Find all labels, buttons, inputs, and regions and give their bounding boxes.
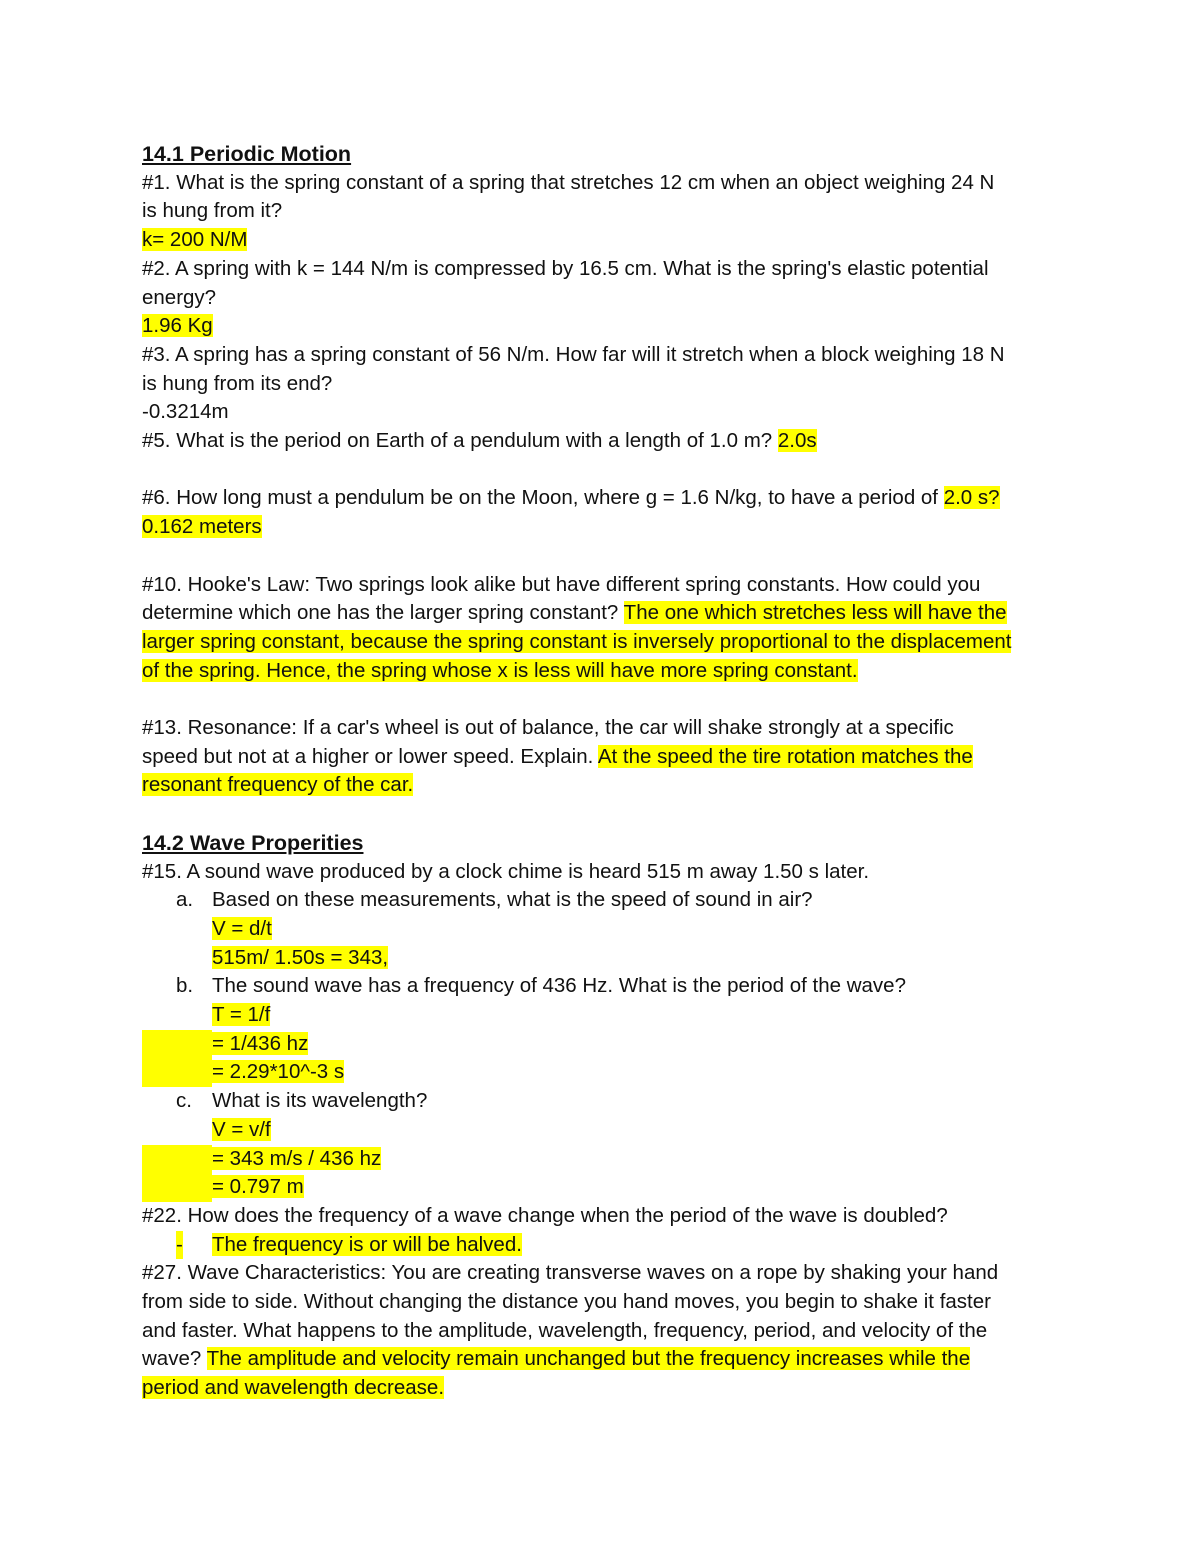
answer-5: 2.0s: [777, 429, 817, 453]
question-13-line-1: #13. Resonance: If a car's wheel is out of balance, the car will shake strongly at a specific: [142, 716, 954, 740]
answer-22: The frequency is or will be halved.: [212, 1232, 522, 1256]
answer-6-part-2: 0.162 meters: [142, 515, 262, 539]
list-marker-b: b.: [176, 974, 194, 998]
answer-15b-line-2: = 1/436 hz: [212, 1031, 309, 1055]
answer-10-line-2: larger spring constant, because the spring constant is inversely proportional to the displacement: [142, 629, 1012, 653]
answer-2: 1.96 Kg: [142, 314, 213, 338]
question-1-line-1: #1. What is the spring constant of a spring that stretches 12 cm when an object weighing 24 N: [142, 170, 995, 194]
question-15b: [142, 972, 1070, 1001]
question-5: #5. What is the period on Earth of a pendulum with a length of 1.0 m?: [142, 429, 778, 453]
answer-27-line-1: The amplitude and velocity remain unchanged but the frequency increases while the: [206, 1347, 971, 1371]
question-27-line-2: from side to side. Without changing the distance you hand moves, you begin to shake it faster: [142, 1290, 991, 1314]
answer-10-line-3: of the spring. Hence, the spring whose x is less will have more spring constant.: [142, 658, 858, 682]
question-3-line-1: #3. A spring has a spring constant of 56 N/m. How far will it stretch when a block weighing 18 N: [142, 342, 1005, 366]
question-27-line-1: #27. Wave Characteristics: You are creating transverse waves on a rope by shaking your hand: [142, 1261, 999, 1285]
list-marker-a: a.: [176, 888, 194, 912]
answer-13-line-2: resonant frequency of the car.: [142, 773, 414, 797]
section-heading-wave-properties: 14.2 Wave Properities: [142, 830, 364, 855]
answer-15b-line-3: = 2.29*10^-3 s: [212, 1060, 345, 1084]
question-13-part-2: speed but not at a higher or lower speed. Explain.: [142, 744, 598, 768]
question-10-line-1: #10. Hooke's Law: Two springs look alike but have different spring constants. How could you: [142, 572, 981, 596]
answer-15a-line-1: V = d/t: [212, 916, 272, 940]
question-2-line-2: energy?: [142, 285, 217, 309]
question-15c: [142, 1087, 1070, 1116]
section-heading-periodic-motion: 14.1 Periodic Motion: [142, 142, 352, 166]
question-13-line-2: [142, 743, 1070, 772]
question-3-line-2: is hung from its end?: [142, 371, 333, 395]
question-6: #6. How long must a pendulum be on the Moon, where g = 1.6 N/kg, to have a period of: [142, 486, 944, 510]
answer-15b-line-1: T = 1/f: [212, 1003, 271, 1027]
question-22: #22. How does the frequency of a wave change when the period of the wave is doubled?: [142, 1203, 948, 1227]
list-marker-c: c.: [176, 1089, 192, 1113]
question-6-line: [142, 484, 1070, 513]
answer-15c-line-3: = 0.797 m: [212, 1175, 304, 1199]
answer-3: -0.3214m: [142, 400, 229, 424]
question-5-line: [142, 427, 1070, 456]
question-15a: [142, 886, 1070, 915]
question-15: #15. A sound wave produced by a clock chime is heard 515 m away 1.50 s later.: [142, 859, 870, 883]
answer-15c-line-2: = 343 m/s / 436 hz: [212, 1146, 382, 1170]
answer-15a-line-2: 515m/ 1.50s = 343,: [212, 945, 389, 969]
answer-13-line-1: At the speed the tire rotation matches the: [597, 744, 973, 768]
answer-1: k= 200 N/M: [142, 228, 248, 252]
question-15b-text: The sound wave has a frequency of 436 Hz. What is the period of the wave?: [212, 974, 906, 998]
list-marker-dash: -: [176, 1231, 183, 1260]
question-10-part-2: determine which one has the larger spring constant?: [142, 601, 624, 625]
question-2-line-1: #2. A spring with k = 144 N/m is compressed by 16.5 cm. What is the spring's elastic potential: [142, 256, 989, 280]
question-27-part-4: wave?: [142, 1347, 207, 1371]
question-15a-text: Based on these measurements, what is the speed of sound in air?: [212, 888, 813, 912]
question-1-line-2: is hung from it?: [142, 199, 283, 223]
answer-27-line-2: period and wavelength decrease.: [142, 1376, 445, 1400]
answer-6-part-1: 2.0 s?: [943, 486, 1000, 510]
question-10-line-2: [142, 599, 1070, 628]
answer-22-item: [142, 1231, 1070, 1260]
question-27-line-4: [142, 1345, 1070, 1374]
question-15c-text: What is its wavelength?: [212, 1089, 428, 1113]
answer-15c-line-1: V = v/f: [212, 1117, 271, 1141]
question-27-line-3: and faster. What happens to the amplitude, wavelength, frequency, period, and velocity of the: [142, 1318, 988, 1342]
answer-10-line-1: The one which stretches less will have the: [623, 601, 1007, 625]
